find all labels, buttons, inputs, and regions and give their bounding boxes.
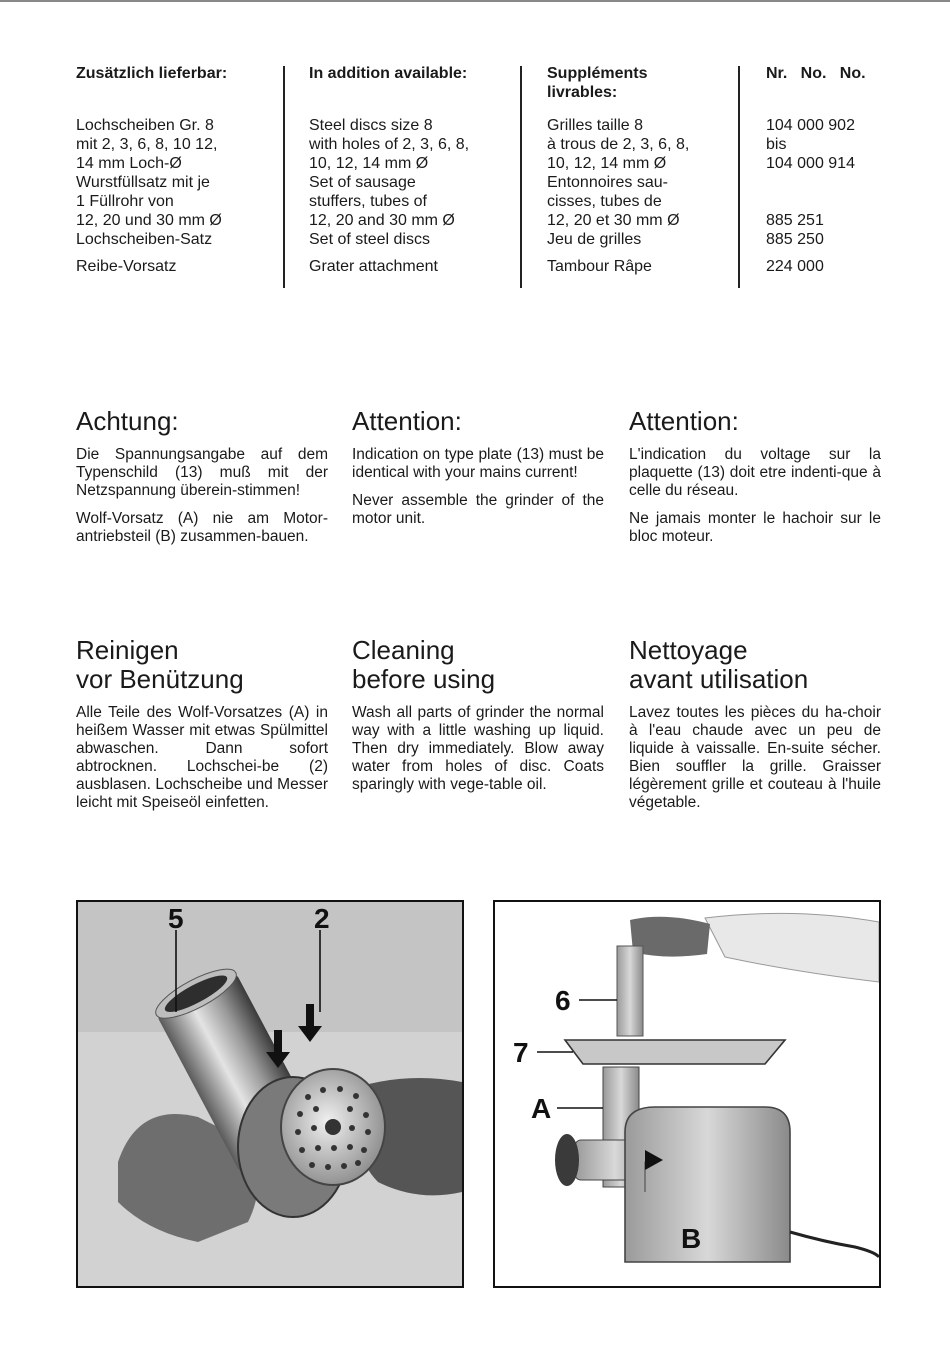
- accessories-column-numbers: [766, 64, 916, 276]
- attention-text-en-1: Indication on type plate (13) must be identical with your mains current!: [352, 446, 604, 481]
- cleaning-text-fr: Lavez toutes les pièces du ha-choir à l'eau chaude avec un peu de liquide à vaissalle. En-suite sécher. Bien souffler la grille. Graisser légèrement grille et couteau à l'huile végetable.: [629, 704, 881, 811]
- item-grater-en: Grater attachment: [309, 258, 438, 275]
- grinder-illustration: [495, 902, 879, 1286]
- column-header-fr: Suppléments livrables:: [547, 65, 648, 101]
- attention-title-de: Achtung:: [76, 406, 179, 436]
- attention-section-fr: [629, 407, 881, 556]
- column-header-numbers: Nr. No. No.: [766, 65, 866, 82]
- accessories-column-de: [76, 64, 276, 276]
- table-divider: [738, 66, 740, 288]
- cleaning-section-en: [352, 636, 604, 804]
- motor-unit: [625, 1107, 790, 1262]
- table-divider: [520, 66, 522, 288]
- column-header-de: Zusätzlich lieferbar:: [76, 65, 228, 82]
- cleaning-text-en: Wash all parts of grinder the normal way with a little washing up liquid. Then dry immediately. Blow away water from holes of disc. Coats sparingly with vege-table oil.: [352, 704, 604, 793]
- perforated-disc: [281, 1069, 385, 1185]
- cleaning-title-en: Cleaning before using: [352, 635, 496, 694]
- label-tube: 5: [168, 903, 184, 934]
- cleaning-text-de: Alle Teile des Wolf-Vorsatzes (A) in heißem Wasser mit etwas Spülmittel abwaschen. Dann sofort abtrocknen. Lochschei-be (2) ausblasen. Lochscheibe und Messer leicht mit Speiseöl einfetten.: [76, 704, 328, 811]
- attention-text-de-2: Wolf-Vorsatz (A) nie am Motor-antriebsteil (B) zusammen-bauen.: [76, 510, 328, 545]
- cleaning-title-de: Reinigen vor Benützung: [76, 635, 244, 694]
- item-stuffers-number: 885 251: [766, 212, 824, 229]
- item-grater-fr: Tambour Râpe: [547, 258, 652, 275]
- item-discs-fr: Grilles taille 8 à trous de 2, 3, 6, 8, 10, 12, 14 mm Ø: [547, 117, 690, 172]
- top-rule: [0, 0, 950, 2]
- attention-title-en: Attention:: [352, 406, 462, 436]
- item-discs-de: Lochscheiben Gr. 8 mit 2, 3, 6, 8, 10 12, 14 mm Loch-Ø: [76, 117, 218, 172]
- item-disc-set-number: 885 250: [766, 231, 824, 248]
- food-pusher: [617, 946, 643, 1036]
- grinder-ring-nut: [555, 1134, 579, 1186]
- cleaning-section-fr: [629, 636, 881, 822]
- figure-disc-assembly: [76, 900, 464, 1288]
- item-discs-number: 104 000 902 bis 104 000 914: [766, 117, 855, 172]
- accessories-column-en: [309, 64, 509, 276]
- item-disc-set-fr: Jeu de grilles: [547, 231, 642, 248]
- attention-title-fr: Attention:: [629, 406, 739, 436]
- item-stuffers-en: Set of sausage stuffers, tubes of 12, 20 and 30 mm Ø: [309, 174, 455, 229]
- item-disc-set-en: Set of steel discs: [309, 231, 430, 248]
- item-grater-de: Reibe-Vorsatz: [76, 258, 177, 275]
- table-divider: [283, 66, 285, 288]
- figure-grinder-assembly: [493, 900, 881, 1288]
- attention-text-fr-2: Ne jamais monter le hachoir sur le bloc moteur.: [629, 510, 881, 545]
- label-pusher: 6: [555, 985, 571, 1016]
- cleaning-section-de: [76, 636, 328, 822]
- column-header-en: In addition available:: [309, 65, 468, 82]
- item-disc-set-de: Lochscheiben-Satz: [76, 231, 213, 248]
- accessories-column-fr: [547, 64, 732, 276]
- attention-section-en: [352, 407, 604, 538]
- item-discs-en: Steel discs size 8 with holes of 2, 3, 6, 8, 10, 12, 14 mm Ø: [309, 117, 470, 172]
- feeding-tray: [565, 1040, 785, 1064]
- cleaning-title-fr: Nettoyage avant utilisation: [629, 635, 809, 694]
- attention-section-de: [76, 407, 328, 556]
- label-tray: 7: [513, 1037, 529, 1068]
- attention-text-en-2: Never assemble the grinder of the motor unit.: [352, 492, 604, 527]
- attention-text-fr-1: L'indication du voltage sur la plaquette (13) doit etre indenti-que à celle du réseau.: [629, 446, 881, 499]
- label-motor-unit: B: [681, 1223, 702, 1254]
- item-stuffers-fr: Entonnoires sau- cisses, tubes de 12, 20 et 30 mm Ø: [547, 174, 680, 229]
- label-disc: 2: [314, 903, 330, 934]
- attention-text-de-1: Die Spannungsangabe auf dem Typenschild (13) muß mit der Netzspannung überein-stimmen!: [76, 446, 328, 499]
- disc-assembly-illustration: [78, 902, 462, 1286]
- item-grater-number: 224 000: [766, 258, 824, 275]
- label-grinder-attachment: A: [531, 1093, 552, 1124]
- item-stuffers-de: Wurstfüllsatz mit je 1 Füllrohr von 12, 20 und 30 mm Ø: [76, 174, 222, 229]
